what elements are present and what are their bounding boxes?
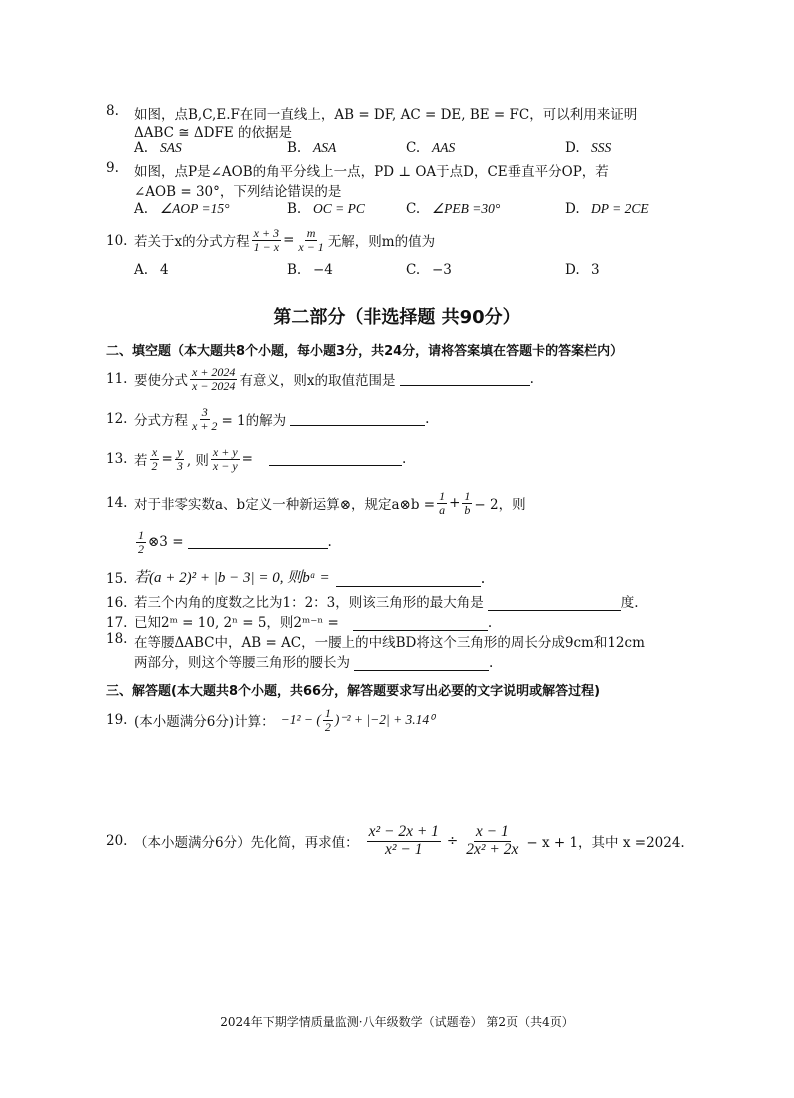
answer-blank[interactable] xyxy=(188,535,328,549)
option-text: OC = PC xyxy=(313,201,365,216)
denominator: b xyxy=(464,502,471,517)
equals-sign: = xyxy=(241,451,253,467)
stem-text: , 则 xyxy=(186,453,209,469)
q8-option-b[interactable] xyxy=(287,140,336,156)
divide-sign: ÷ xyxy=(446,833,459,849)
option-letter: D. xyxy=(565,201,580,217)
denominator: x − y xyxy=(212,458,238,473)
stem-text: − x + 1，其中 x =2024. xyxy=(526,835,685,851)
question-18-number: 18. xyxy=(106,631,128,647)
end-punct: 度. xyxy=(620,595,639,611)
question-number: 12. xyxy=(106,411,128,427)
answer-blank[interactable] xyxy=(353,617,488,631)
question-8-number: 8. xyxy=(106,103,119,119)
numerator: 1 xyxy=(439,488,446,503)
section-answer-header: 三、解答题(本大题共8个小题，共66分，解答题要求写出必要的文字说明或解答过程) xyxy=(106,684,601,699)
option-letter: A. xyxy=(134,140,149,156)
option-text: DP = 2CE xyxy=(591,201,649,216)
question-9-stem-line1: 如图，点P是∠AOB的角平分线上一点，PD ⊥ OA于点D，CE垂直平分OP，若 xyxy=(134,164,609,180)
q10-option-c[interactable] xyxy=(406,262,452,278)
stem-text: − 2，则 xyxy=(474,497,526,513)
denominator: 2x² + 2x xyxy=(466,840,519,858)
stem-text: (本小题满分6分)计算： xyxy=(134,714,275,730)
numerator: x + 3 xyxy=(253,225,280,240)
fraction xyxy=(323,707,333,733)
question-number: 11. xyxy=(106,371,128,387)
denominator: 2 xyxy=(138,541,144,556)
end-punct: . xyxy=(489,655,494,671)
q9-option-a[interactable] xyxy=(134,201,229,217)
question-10-stem xyxy=(134,223,435,257)
option-letter: C. xyxy=(406,140,421,156)
numerator: x + 2024 xyxy=(192,364,236,379)
end-punct: . xyxy=(480,569,486,587)
stem-text: = 1的解为 xyxy=(221,413,287,429)
question-number: 16. xyxy=(106,595,128,611)
numerator: 3 xyxy=(201,404,208,419)
denominator: 2 xyxy=(151,458,158,473)
option-text: −4 xyxy=(313,262,333,278)
stem-text: （本小题满分6分）先化简，再求值： xyxy=(134,835,359,851)
question-15 xyxy=(106,566,485,587)
option-letter: D. xyxy=(565,140,580,156)
end-punct: . xyxy=(401,451,407,467)
option-text: AAS xyxy=(432,140,456,155)
q10-option-a[interactable] xyxy=(134,262,169,278)
answer-blank[interactable] xyxy=(290,412,425,426)
fraction xyxy=(437,490,447,516)
answer-blank[interactable] xyxy=(269,452,402,466)
question-number: 20. xyxy=(106,833,128,849)
question-9-number: 9. xyxy=(106,160,119,176)
plus-sign: + xyxy=(449,495,461,511)
option-text: ASA xyxy=(313,140,337,155)
numerator: x² − 2x + 1 xyxy=(368,823,439,841)
option-text: SSS xyxy=(591,140,612,155)
question-number: 14. xyxy=(106,495,128,511)
option-text: −3 xyxy=(432,262,452,278)
option-text: ∠AOP =15° xyxy=(160,201,230,216)
question-number: 19. xyxy=(106,712,128,728)
option-letter: C. xyxy=(406,262,421,278)
stem-text: 无解，则m的值为 xyxy=(327,234,436,250)
fraction xyxy=(175,446,185,472)
option-letter: B. xyxy=(287,140,302,156)
stem-text: 若关于x的分式方程 xyxy=(134,234,250,250)
fraction xyxy=(462,490,472,516)
numerator: y xyxy=(177,444,183,459)
question-11 xyxy=(106,360,534,398)
answer-blank[interactable] xyxy=(354,657,489,671)
question-14-line2 xyxy=(134,524,332,560)
option-letter: D. xyxy=(565,262,580,278)
stem-text: 有意义，则x的取值范围是 xyxy=(239,373,396,389)
q9-option-d[interactable] xyxy=(565,201,649,217)
question-16 xyxy=(106,591,639,611)
question-12 xyxy=(106,400,429,438)
stem-text: ⊗3 = xyxy=(148,534,184,550)
stem-text: 对于非零实数a、b定义一种新运算⊗，规定a⊗b = xyxy=(134,497,436,513)
q9-option-b[interactable] xyxy=(287,201,365,217)
stem-text: 两部分，则这个等腰三角形的腰长为 xyxy=(134,655,350,671)
fraction xyxy=(190,366,237,392)
answer-blank[interactable] xyxy=(488,597,621,611)
stem-text: 分式方程 xyxy=(134,413,188,429)
fraction xyxy=(136,529,146,555)
end-punct: . xyxy=(425,411,430,427)
fraction xyxy=(150,446,160,472)
denominator: 1 − x xyxy=(253,239,280,254)
fraction xyxy=(211,446,240,472)
option-text: 4 xyxy=(160,262,169,278)
option-letter: A. xyxy=(134,201,149,217)
denominator: x − 1 xyxy=(298,239,324,254)
q10-option-b[interactable] xyxy=(287,262,333,278)
end-punct: . xyxy=(529,371,534,387)
q8-option-c[interactable] xyxy=(406,140,455,156)
question-14 xyxy=(106,484,526,522)
option-letter: B. xyxy=(287,201,302,217)
numerator: x xyxy=(151,444,158,459)
option-letter: A. xyxy=(134,262,149,278)
q9-option-c[interactable] xyxy=(406,201,500,217)
stem-text: 若 xyxy=(134,453,148,469)
question-9-stem-line2: ∠AOB = 30°，下列结论错误的是 xyxy=(134,184,342,200)
question-number: 15. xyxy=(106,571,128,587)
page-footer: 2024年下期学情质量监测·八年级数学（试题卷） 第2页（共4页） xyxy=(220,1015,574,1029)
numerator: x + y xyxy=(212,444,238,459)
denominator: a xyxy=(439,502,446,517)
option-text: SAS xyxy=(160,140,182,155)
denominator: x − 2024 xyxy=(192,378,236,393)
question-13 xyxy=(106,440,406,478)
end-punct: . xyxy=(327,534,332,550)
question-number: 17. xyxy=(106,615,128,631)
denominator: x² − 1 xyxy=(385,840,423,858)
numerator: x − 1 xyxy=(475,823,509,841)
option-letter: C. xyxy=(406,201,421,217)
answer-blank[interactable] xyxy=(400,372,530,386)
question-17 xyxy=(106,611,492,631)
denominator: 3 xyxy=(176,458,183,473)
question-19 xyxy=(106,700,435,740)
fraction xyxy=(252,227,281,253)
math-expression: )⁻² + |−2| + 3.14⁰ xyxy=(334,712,435,727)
question-20 xyxy=(106,816,685,866)
option-text: 3 xyxy=(591,262,600,278)
question-18-line2 xyxy=(134,651,493,671)
q8-option-a[interactable] xyxy=(134,140,182,156)
q10-option-d[interactable] xyxy=(565,262,600,278)
fraction xyxy=(190,406,219,432)
numerator: 1 xyxy=(464,488,471,503)
math-expression: −1² − ( xyxy=(280,712,321,727)
denominator: 2 xyxy=(324,719,331,734)
numerator: 1 xyxy=(324,705,331,720)
stem-text: 若三个内角的度数之比为1：2：3，则该三角形的最大角是 xyxy=(134,595,484,611)
equals-sign: = xyxy=(161,451,173,467)
numerator: m xyxy=(306,225,316,240)
numerator: 1 xyxy=(138,527,144,542)
stem-text: 若(a + 2)² + |b − 3| = 0, 则bᵃ = xyxy=(134,570,330,586)
question-18-stem-line1: 在等腰ΔABC中，AB = AC，一腰上的中线BD将这个三角形的周长分成9cm和12cm xyxy=(134,635,645,651)
question-8-stem-line2: ΔABC ≅ ΔDFE 的依据是 xyxy=(134,125,292,141)
answer-blank[interactable] xyxy=(336,573,481,587)
denominator: x + 2 xyxy=(192,418,218,433)
stem-text: 已知2ᵐ = 10, 2ⁿ = 5，则2ᵐ⁻ⁿ = xyxy=(134,615,339,631)
section-fill-in-header: 二、填空题（本大题共8个小题，每小题3分，共24分，请将答案填在答题卡的答案栏内） xyxy=(106,344,624,359)
question-8-stem-line1: 如图，点B,C,E.F在同一直线上，AB = DF, AC = DE, BE = FC，可以利用来证明 xyxy=(134,107,638,123)
equals-sign: = xyxy=(283,232,295,248)
end-punct: . xyxy=(487,615,493,631)
question-number: 13. xyxy=(106,451,128,467)
question-10-number: 10. xyxy=(106,233,128,249)
fraction xyxy=(464,824,520,858)
part-two-title: 第二部分（非选择题 共90分） xyxy=(273,307,521,328)
fraction xyxy=(296,227,325,253)
fraction xyxy=(367,824,441,858)
option-text: ∠PEB =30° xyxy=(432,201,501,216)
option-letter: B. xyxy=(287,262,302,278)
q8-option-d[interactable] xyxy=(565,140,611,156)
stem-text: 要使分式 xyxy=(134,373,188,389)
